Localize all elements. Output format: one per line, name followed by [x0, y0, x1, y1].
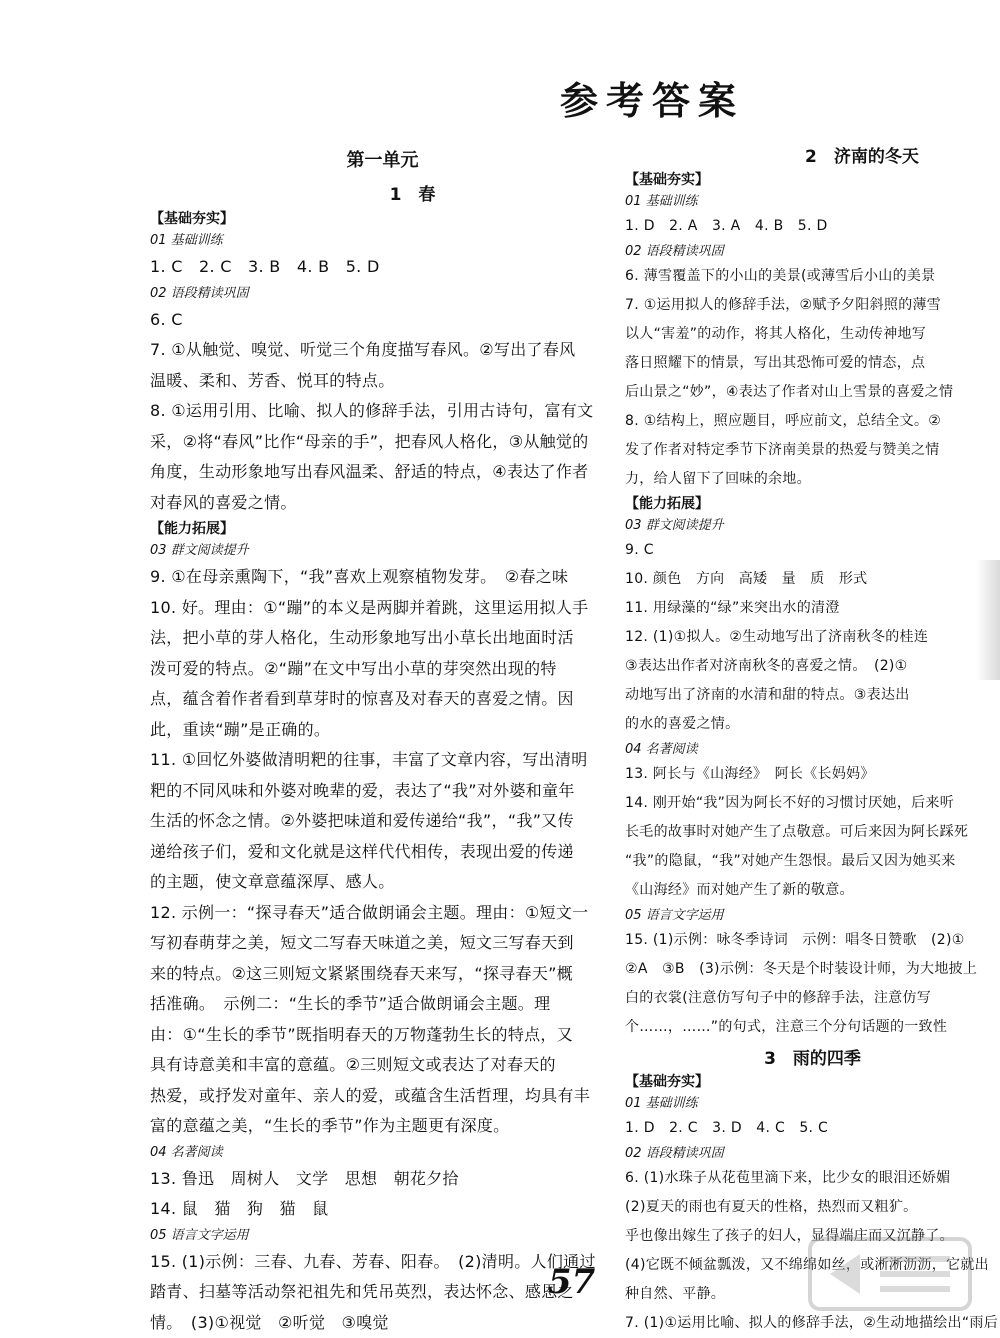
section-heading: 【基础夯实】: [150, 208, 615, 230]
answer-line: 12. (1)①拟人。②生动地写出了济南秋冬的桂连: [625, 623, 1000, 652]
answer-line: 6. C: [150, 305, 615, 336]
answer-line: 由：①“生长的季节”既指明春天的万物蓬勃生长的特点，又: [150, 1020, 615, 1051]
answer-line: 粑的不同风味和外婆对晚辈的爱，表达了“我”对外婆和童年: [150, 776, 615, 807]
answer-line: 采，②将“春风”比作“母亲的手”，把春风人格化，③从触觉的: [150, 427, 615, 458]
subsection-heading: 02 语段精读巩固: [150, 283, 615, 305]
lesson-title-3: 3 雨的四季: [625, 1044, 1000, 1068]
section-heading: 【能力拓展】: [625, 494, 1000, 515]
left-column: [150, 140, 615, 1338]
answer-line: 泼可爱的特点。②“蹦”在文中写出小草的芽突然出现的特: [150, 654, 615, 685]
answer-line: 1. D 2. C 3. D 4. C 5. C: [625, 1114, 1000, 1143]
answer-line: 7. ①从触觉、嗅觉、听觉三个角度描写春风。②写出了春风: [150, 335, 615, 366]
answer-line: 括准确。 示例二：“生长的季节”适合做朗诵会主题。理: [150, 989, 615, 1020]
answer-line: 个……，……”的句式，注意三个分句话题的一致性: [625, 1013, 1000, 1042]
answer-line: 具有诗意美和丰富的意蕴。②三则短文或表达了对春天的: [150, 1050, 615, 1081]
answer-line: ②A ③B (3)示例：冬天是个时装设计师，为大地披上: [625, 955, 1000, 984]
answer-line: 的水的喜爱之情。: [625, 710, 1000, 739]
answer-line: 12. 示例一：“探寻春天”适合做朗诵会主题。理由：①短文一: [150, 898, 615, 929]
unit-title: 第一单元: [150, 146, 615, 172]
page-edge-shadow: [976, 560, 1000, 680]
subsection-heading: 05 语言文字运用: [625, 905, 1000, 926]
answer-line: 热爱，或抒发对童年、亲人的爱，或蕴含生活哲理，均具有丰: [150, 1081, 615, 1112]
answer-line: 角度，生动形象地写出春风温柔、舒适的特点，④表达了作者: [150, 457, 615, 488]
answer-line: “我”的隐鼠，“我”对她产生怨恨。最后又因为她买来: [625, 847, 1000, 876]
answer-line: 来的特点。②这三则短文紧紧围绕春天来写，“探寻春天”概: [150, 959, 615, 990]
answer-line: 动地写出了济南的水清和甜的特点。③表达出: [625, 681, 1000, 710]
answer-line: 14. 鼠 猫 狗 猫 鼠: [150, 1194, 615, 1225]
answer-line: 《山海经》而对她产生了新的敬意。: [625, 876, 1000, 905]
right-column: [625, 140, 1000, 1338]
answer-line: 10. 好。理由：①“蹦”的本义是两脚并着跳，这里运用拟人手: [150, 593, 615, 624]
answer-line: 15. (1)示例：咏冬季诗词 示例：唱冬日赞歌 (2)①: [625, 926, 1000, 955]
answer-line: 乎也像出嫁生了孩子的妇人，显得端庄而又沉静了。: [625, 1222, 1000, 1251]
answer-line: 10. 颜色 方向 高矮 量 质 形式: [625, 565, 1000, 594]
answer-line: 8. ①运用引用、比喻、拟人的修辞手法，引用古诗句，富有文: [150, 396, 615, 427]
section-heading: 【基础夯实】: [625, 170, 1000, 191]
answer-line: 对春风的喜爱之情。: [150, 488, 615, 519]
answer-line: 种自然、平静。: [625, 1280, 1000, 1309]
page-title: 参考答案: [560, 70, 744, 125]
answer-line: 情。 (3)①视觉 ②听觉 ③嗅觉: [150, 1308, 615, 1338]
answer-line: 7. ①运用拟人的修辞手法，②赋予夕阳斜照的薄雪: [625, 291, 1000, 320]
answer-line: (4)它既不倾盆瓢泼，又不绵绵如丝，或淅淅沥沥，它就出: [625, 1251, 1000, 1280]
answer-line: 15. (1)示例：三春、九春、芳春、阳春。 (2)清明。人们通过: [150, 1247, 615, 1278]
answer-line: 点，蕴含着作者看到草芽时的惊喜及对春天的喜爱之情。因: [150, 684, 615, 715]
subsection-heading: 05 语言文字运用: [150, 1225, 615, 1247]
answer-line: 6. 薄雪覆盖下的小山的美景(或薄雪后小山的美景: [625, 262, 1000, 291]
answer-line: 后山景之“妙”，④表达了作者对山上雪景的喜爱之情: [625, 378, 1000, 407]
subsection-heading: 03 群文阅读提升: [150, 540, 615, 562]
answer-line: 写初春萌芽之美，短文二写春天味道之美，短文三写春天到: [150, 928, 615, 959]
answer-line: (2)夏天的雨也有夏天的性格，热烈而又粗犷。: [625, 1193, 1000, 1222]
answer-line: 9. C: [625, 536, 1000, 565]
answer-line: 踏青、扫墓等活动祭祀祖先和凭吊英烈，表达怀念、感恩之: [150, 1277, 615, 1308]
subsection-heading: 02 语段精读巩固: [625, 241, 1000, 262]
answer-line: 1. C 2. C 3. B 4. B 5. D: [150, 252, 615, 283]
answer-line: 8. ①结构上，照应题目，呼应前文，总结全文。②: [625, 407, 1000, 436]
answer-line: 14. 刚开始“我”因为阿长不好的习惯讨厌她，后来听: [625, 789, 1000, 818]
section-heading: 【基础夯实】: [625, 1072, 1000, 1093]
subsection-heading: 01 基础训练: [150, 230, 615, 252]
answer-line: 白的衣裳(注意仿写句子中的修辞手法，注意仿写: [625, 984, 1000, 1013]
answer-line: 1. D 2. A 3. A 4. B 5. D: [625, 212, 1000, 241]
answer-line: 富的意蕴之美，“生长的季节”作为主题更有深度。: [150, 1111, 615, 1142]
answer-line: 11. 用绿藻的“绿”来突出水的清澄: [625, 594, 1000, 623]
answer-line: 发了作者对特定季节下济南美景的热爱与赞美之情: [625, 436, 1000, 465]
answer-line: 力，给人留下了回味的余地。: [625, 465, 1000, 494]
subsection-heading: 01 基础训练: [625, 191, 1000, 212]
subsection-heading: 04 名著阅读: [625, 739, 1000, 760]
lesson-title-2: 2 济南的冬天: [765, 142, 1000, 166]
answer-line: 生活的怀念之情。②外婆把味道和爱传递给“我”，“我”又传: [150, 806, 615, 837]
answer-line: 长毛的故事时对她产生了点敬意。可后来因为阿长踩死: [625, 818, 1000, 847]
answer-line: 9. ①在母亲熏陶下，“我”喜欢上观察植物发芽。 ②春之味: [150, 562, 615, 593]
answer-line: 落日照耀下的情景，写出其恐怖可爱的情态，点: [625, 349, 1000, 378]
answer-line: 的主题，使文章意蕴深厚、感人。: [150, 867, 615, 898]
answer-line: 6. (1)水珠子从花苞里滴下来，比少女的眼泪还娇媚: [625, 1164, 1000, 1193]
subsection-heading: 01 基础训练: [625, 1093, 1000, 1114]
answer-line: 13. 鲁迅 周树人 文学 思想 朝花夕拾: [150, 1164, 615, 1195]
answer-line: 递给孩子们，爱和文化就是这样代代相传，表现出爱的传递: [150, 837, 615, 868]
answer-line: 此，重读“蹦”是正确的。: [150, 715, 615, 746]
watermark-logo-icon: [800, 1229, 980, 1319]
answer-line: 11. ①回忆外婆做清明粑的往事，丰富了文章内容，写出清明: [150, 745, 615, 776]
answer-line: 法，把小草的芽人格化，生动形象地写出小草长出地面时活: [150, 623, 615, 654]
answer-line: ③表达出作者对济南秋冬的喜爱之情。 (2)①: [625, 652, 1000, 681]
subsection-heading: 04 名著阅读: [150, 1142, 615, 1164]
left-answer-lines: [150, 208, 615, 1338]
lesson-title: 1 春: [150, 180, 615, 204]
subsection-heading: 02 语段精读巩固: [625, 1143, 1000, 1164]
answer-line: 以人“害羞”的动作，将其人格化，生动传神地写: [625, 320, 1000, 349]
section-heading: 【能力拓展】: [150, 518, 615, 540]
right-answer-lines-1: [625, 170, 1000, 1042]
page-number: 57: [548, 1262, 595, 1302]
answer-line: 温暖、柔和、芳香、悦耳的特点。: [150, 366, 615, 397]
answer-line: 13. 阿长与《山海经》 阿长《长妈妈》: [625, 760, 1000, 789]
answer-line: 7. (1)①运用比喻、拟人的修辞手法，②生动地描绘出“雨后: [625, 1309, 1000, 1338]
subsection-heading: 03 群文阅读提升: [625, 515, 1000, 536]
